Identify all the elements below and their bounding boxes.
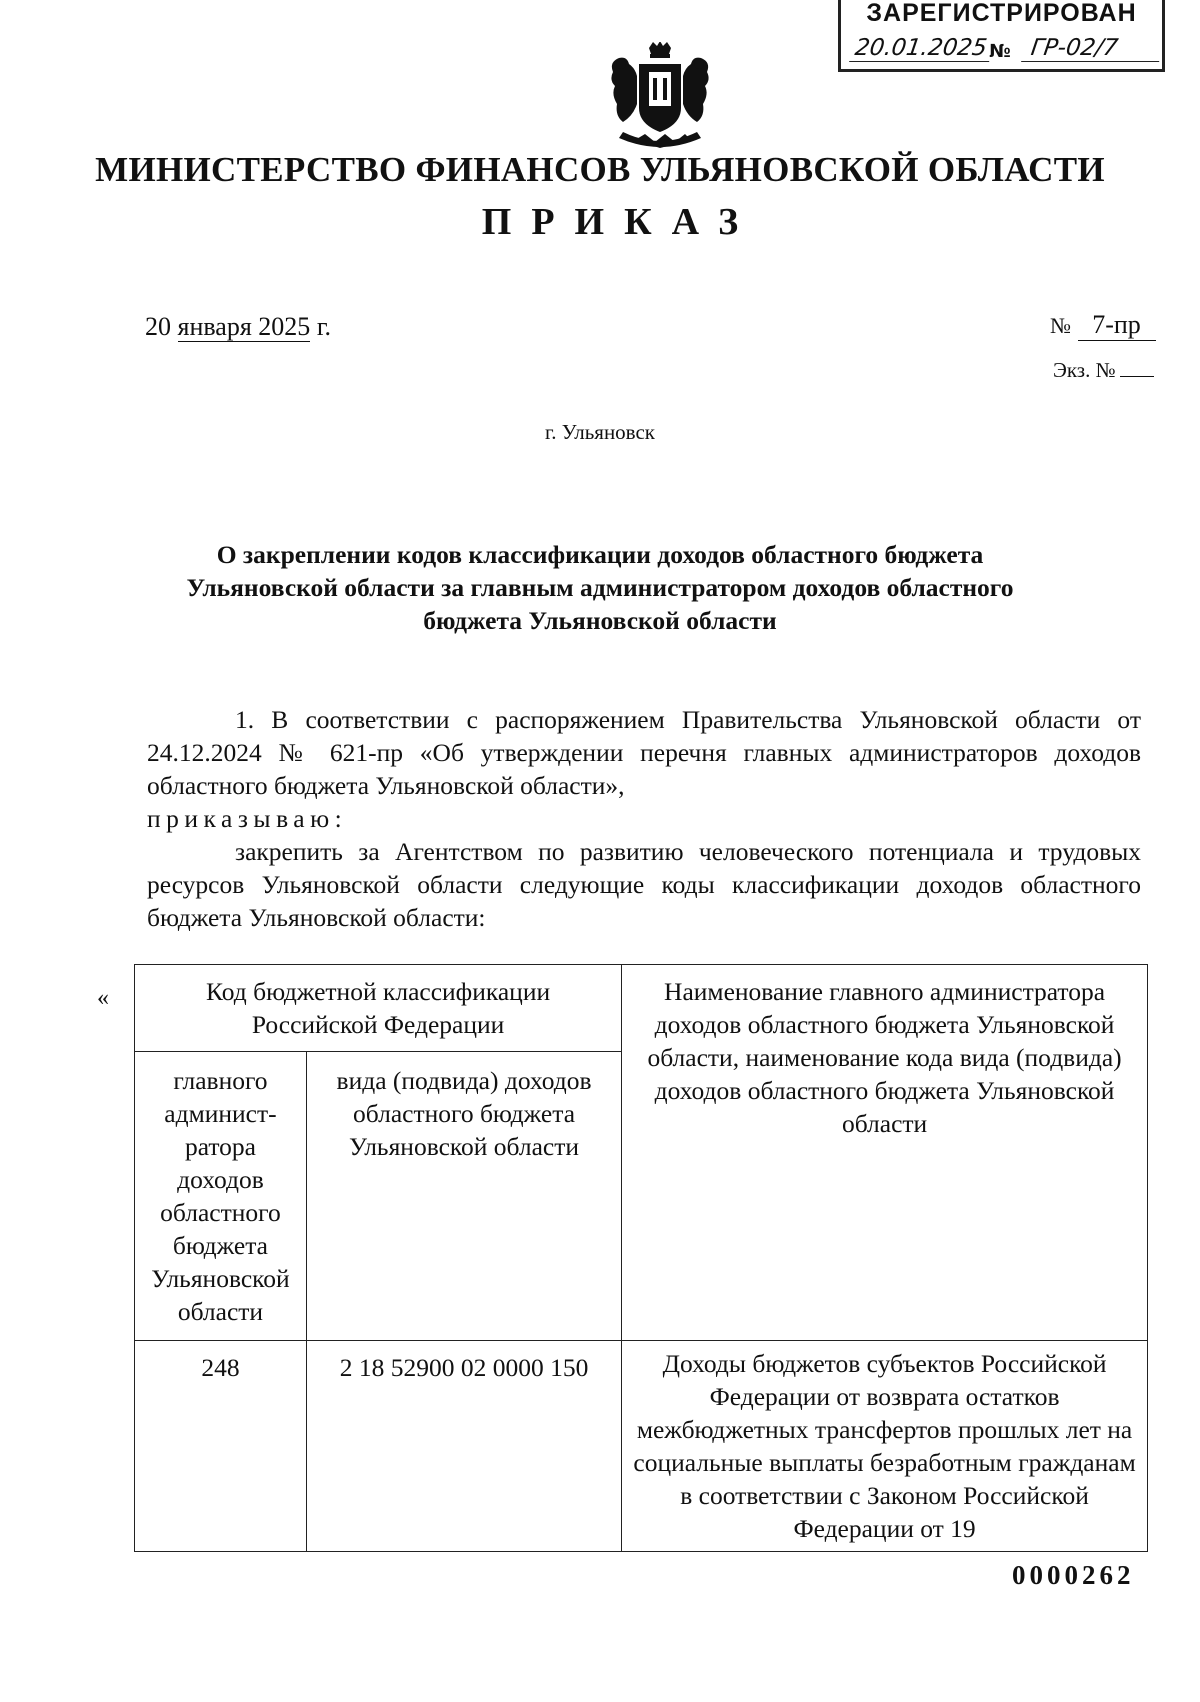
row-name: Доходы бюджетов субъектов Российской Федерации от возврата остатков межбюджетных трансфертов прошлых лет на социальные выплаты безработным гражданам в соответствии с Законом Российской Федерации от 19 [622,1341,1148,1552]
paragraph-1: 1. В соответствии с распоряжением Правительства Ульяновской области от 24.12.2024 № 621-пр «Об утверждении перечня главных администраторов доходов областного бюджета Ульяновской области», [147,705,1141,800]
copy-number-label: Экз. № [1053,358,1116,382]
row-kind-code: 2 18 52900 02 0000 150 [306,1341,621,1552]
table-header-row-1 [135,965,1148,1052]
coat-of-arms-icon [605,42,715,154]
header-kind-code: вида (подвида) доходов областного бюджета Ульяновской области [306,1052,621,1341]
stamp-line [847,35,1157,65]
city: г. Ульяновск [544,420,655,444]
date-month-year: января 2025 [177,312,311,341]
order-subject: О закреплении кодов классификации доходов областного бюджета Ульяновской области за главным администратором доходов областного бюджета Ульяновской области [186,540,1014,635]
row-admin-code: 248 [135,1341,307,1552]
table-row [135,1341,1148,1552]
order-number-row [1050,310,1156,341]
date-suffix: г. [310,312,332,341]
income-codes-table [134,964,1148,1552]
header-name: Наименование главного администратора доходов областного бюджета Ульяновской области, наименование кода вида (подвида) доходов областного бюджета Ульяновской области [622,965,1148,1341]
page-code: 0000262 [1012,1560,1135,1590]
stamp-number: ГР-02/7 [1021,35,1163,62]
copy-number-row [1053,358,1154,383]
order-date [145,312,331,342]
document-type: ПРИКАЗ [481,201,759,243]
paragraph-2: закрепить за Агентством по развитию человеческого потенциала и трудовых ресурсов Ульяновской области следующие коды классификации доходов областного бюджета Ульяновской области: [147,837,1141,932]
stamp-date: 20.01.2025 [849,35,992,62]
date-day: 20 [145,312,178,341]
header-admin-code: главного админист-ратора доходов областного бюджета Ульяновской области [135,1052,307,1341]
table-open-quote: « [97,985,109,1011]
order-number: 7-пр [1078,310,1156,341]
stamp-number-label: № [989,41,1011,62]
order-body [147,703,1141,934]
copy-number-blank [1120,358,1154,377]
order-number-label: № [1050,313,1071,338]
stamp-title: ЗАРЕГИСТРИРОВАН [866,0,1137,27]
ministry-title: МИНИСТЕРСТВО ФИНАНСОВ УЛЬЯНОВСКОЙ ОБЛАСТИ [95,150,1105,189]
registration-stamp [838,0,1165,72]
command-word: приказываю: [147,804,348,833]
header-code-group: Код бюджетной классификации Российской Федерации [135,965,622,1052]
